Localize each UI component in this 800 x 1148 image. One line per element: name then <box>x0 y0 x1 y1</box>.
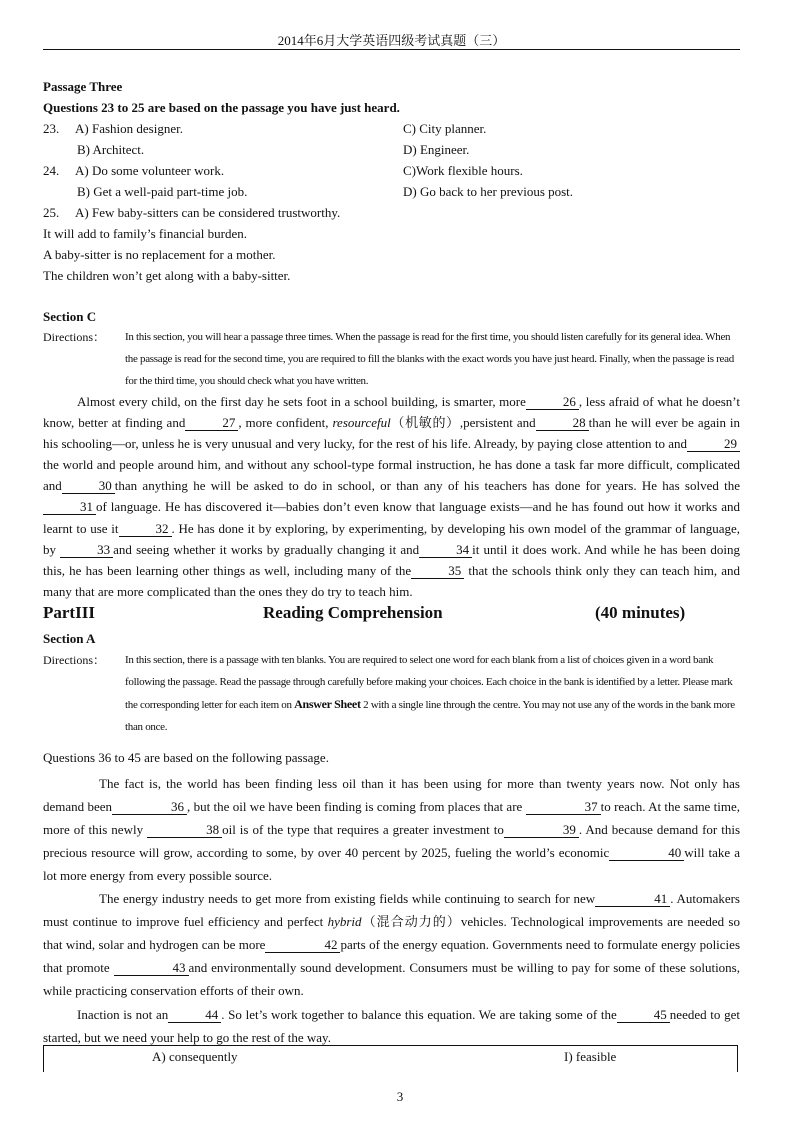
q25-option-a: A) Few baby-sitters can be considered trustworthy. <box>75 205 341 220</box>
blank-34[interactable]: 34 <box>419 542 472 558</box>
question-23-row2 <box>43 139 740 160</box>
blank-32[interactable]: 32 <box>119 521 172 537</box>
blank-31[interactable]: 31 <box>43 499 96 515</box>
section-a-title: Section A <box>43 631 96 646</box>
blank-29[interactable]: 29 <box>687 436 740 452</box>
part-time: (40 minutes) <box>595 603 686 622</box>
blank-45[interactable]: 45 <box>617 1007 670 1023</box>
passage-three-instruction: Questions 23 to 25 are based on the passage you have just heard. <box>43 100 400 115</box>
blank-41[interactable]: 41 <box>595 891 670 907</box>
q24-option-a: A) Do some volunteer work. <box>75 163 225 178</box>
part-three-heading <box>43 603 740 627</box>
word-bank-option-a: A) consequently <box>152 1049 238 1064</box>
blank-36[interactable]: 36 <box>112 799 187 815</box>
q25-line4: The children won’t get along with a baby-sitter. <box>43 268 291 283</box>
q24-option-c: C)Work flexible hours. <box>403 163 523 178</box>
blank-30[interactable]: 30 <box>62 478 115 494</box>
reading-paragraph-1: The fact is, the world has been finding less oil than it has been using for more than twenty years now. Not only has demand been 36 , but the oil we have been finding is coming from places that are 37 to reach. At the same time, more of this newly 38 oil is of the type that requires a greater investment to 39 . And because demand for this precious resource will grow, according to some, by over 40 percent by 2025, fueling the world’s economic 40 will take a lot more energy from every possible source. <box>43 776 741 883</box>
passage-three-title: Passage Three <box>43 79 123 94</box>
questions-intro: Questions 36 to 45 are based on the following passage. <box>43 750 329 765</box>
q23-num: 23. <box>43 121 60 136</box>
blank-26[interactable]: 26 <box>526 394 579 410</box>
section-c-passage: Almost every child, on the first day he sets foot in a school building, is smarter, more 26 , less afraid of what he doesn’t know, better at finding and 27 , more confident, resourceful（机敏的）,persistent and 28 than he will ever be again in his schooling—or, unless he is very unusual and very lucky, for the rest of his life. Already, by paying close attention to and 29the world and people around him, and without any school-type formal instruction, he has done a task far more difficult, complicated and 30 than anything he will be asked to do in school, or than any of his teachers has done for years. He has solved the31 of language. He has discovered it—babies don’t even know that language exists—and he has found out how it works and learnt to use it 32 . He has done it by exploring, by experimenting, by developing his own model of the grammar of language, by 33 and seeing whether it works by gradually changing it and 34 it until it does work. And while he has been doing this, he has been learning other things as well, including many of the 35 that the schools think only they can teach him, and many that are more complicated than the ones they do try to teach him. <box>43 394 741 599</box>
blank-33[interactable]: 33 <box>60 542 113 558</box>
blank-27[interactable]: 27 <box>185 415 238 431</box>
q23-option-c: C) City planner. <box>403 121 487 136</box>
reading-paragraph-2: The energy industry needs to get more from existing fields while continuing to search for new 41 . Automakers must continue to improve fuel efficiency and perfect hybrid（混合动力的）vehicles. Technological improvements are needed so that wind, solar and hydrogen can be more 42 parts of the energy equation. Governments need to formulate energy policies that promote 43 and environmentally sound development. Consumers must be willing to pay for some of these solutions, while practicing conservation efforts of their own. <box>43 891 740 998</box>
blank-39[interactable]: 39 <box>504 822 579 838</box>
blank-38[interactable]: 38 <box>147 822 222 838</box>
blank-28[interactable]: 28 <box>536 415 589 431</box>
page-number: 3 <box>396 1089 404 1104</box>
q23-option-d: D) Engineer. <box>403 142 470 157</box>
q24-option-d: D) Go back to her previous post. <box>403 184 574 199</box>
directions-label-2: Directions： <box>43 653 105 667</box>
question-24-row2 <box>43 181 740 202</box>
q24-option-b: B) Get a well-paid part-time job. <box>77 184 248 199</box>
q25-num: 25. <box>43 205 60 220</box>
q24-num: 24. <box>43 163 60 178</box>
question-23 <box>43 118 740 139</box>
section-a-directions <box>43 649 740 737</box>
blank-43[interactable]: 43 <box>114 960 189 976</box>
q23-option-b: B) Architect. <box>77 142 145 157</box>
question-25 <box>43 202 740 223</box>
reading-paragraph-3: Inaction is not an 44 . So let’s work together to balance this equation. We are taking some of the 45 needed to get started, but we need your help to go the rest of the way. <box>43 1007 740 1045</box>
directions-text: In this section, you will hear a passage three times. When the passage is read for the first time, you should listen carefully for its general idea. When the passage is read for the second time, you are required to fill the blanks with the exact words you have just heard. Finally, when the passage is read for the third time, you should check what you have written. <box>125 331 734 387</box>
page-header: 2014年6月大学英语四级考试真题（三） <box>43 30 740 50</box>
q25-line2: It will add to family’s financial burden. <box>43 226 247 241</box>
word-bank-option-i: I) feasible <box>564 1049 617 1064</box>
q25-line3: A baby-sitter is no replacement for a mother. <box>43 247 276 262</box>
blank-44[interactable]: 44 <box>168 1007 221 1023</box>
blank-35[interactable]: 35 <box>411 563 464 579</box>
blank-40[interactable]: 40 <box>609 845 684 861</box>
part-title: Reading Comprehension <box>263 603 443 622</box>
directions-text-2: In this section, there is a passage with ten blanks. You are required to select one word for each blank from a list of choices given in a word bank following the passage. Read the passage through carefully before making your choices. Each choice in the bank is identified by a letter. Please mark the corresponding letter for each item on Answer Sheet 2 with a single line through the centre. You may not use any of the words in the bank more than once. <box>125 654 735 733</box>
word-bank <box>43 1045 738 1072</box>
q23-option-a: A) Fashion designer. <box>75 121 183 136</box>
section-c-directions <box>43 326 740 392</box>
part-label: PartIII <box>43 603 95 622</box>
question-24 <box>43 160 740 181</box>
blank-37[interactable]: 37 <box>526 799 601 815</box>
directions-label: Directions： <box>43 330 105 344</box>
blank-42[interactable]: 42 <box>265 937 340 953</box>
section-c-title: Section C <box>43 309 97 324</box>
